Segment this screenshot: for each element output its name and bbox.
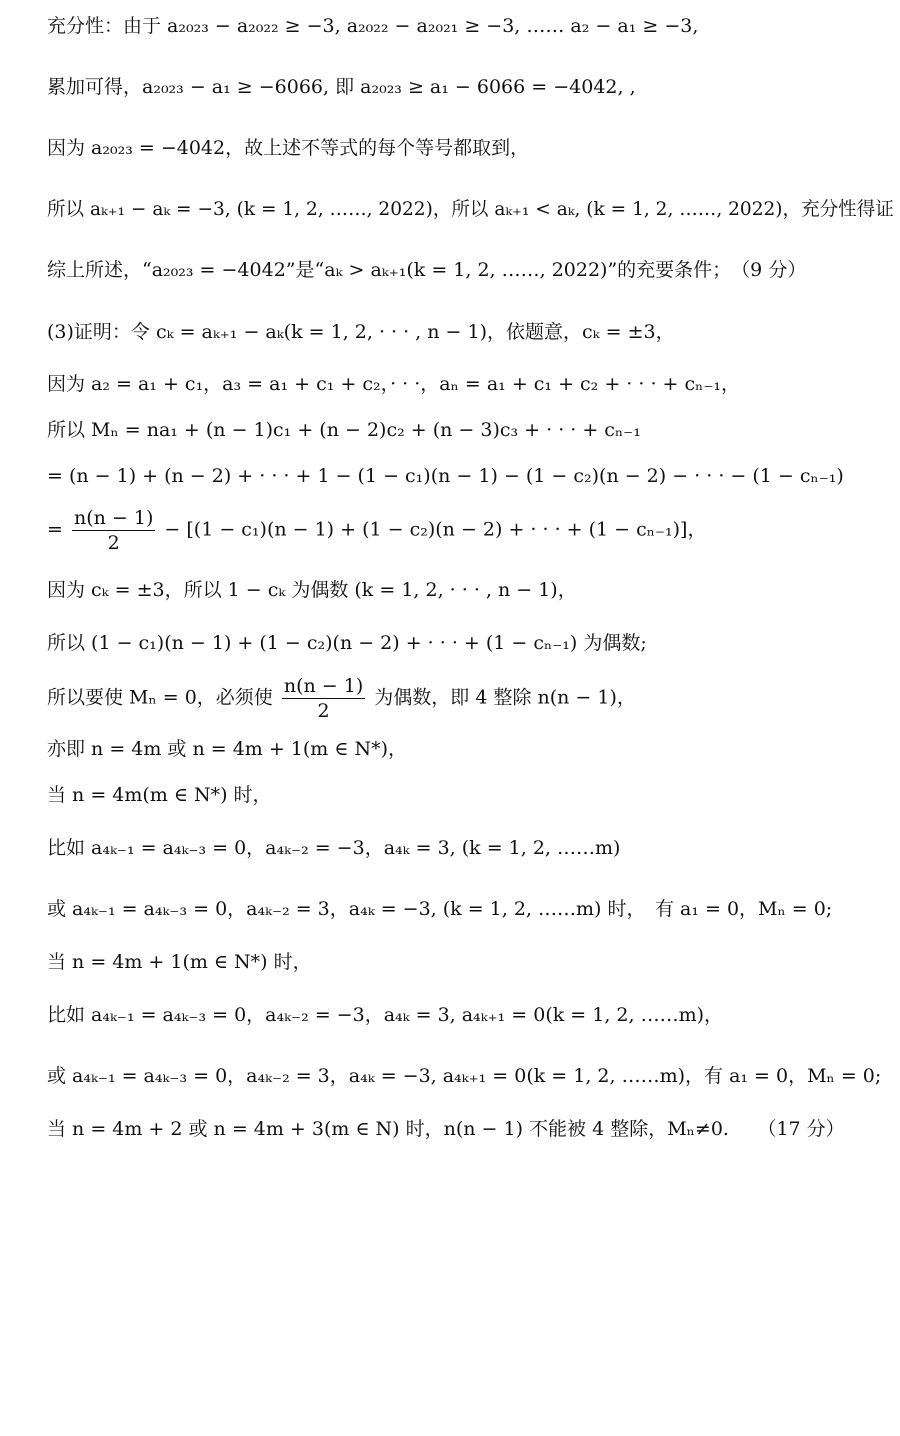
fraction-n-n-minus-1-over-2 (72, 506, 155, 555)
line-n-forms: 亦即 n = 4m 或 n = 4m + 1(m ∈ N*)， (47, 738, 407, 760)
fraction-numerator: n(n − 1) (73, 507, 154, 529)
line-mn-zero-condition (47, 674, 636, 723)
fraction-n-n-minus-1-over-2-second (282, 674, 365, 723)
line-ck-even: 因为 cₖ = ±3，所以 1 − cₖ 为偶数 (k = 1, 2, · · · , n − 1)， (47, 579, 577, 601)
fraction-prefix: = (47, 518, 63, 541)
line-example-4m-b: 或 a₄ₖ₋₁ = a₄ₖ₋₃ = 0，a₄ₖ₋₂ = 3，a₄ₖ = −3, (k = 1, 2, ……m) 时， 有 a₁ = 0，Mₙ = 0; (47, 898, 833, 920)
fraction-denominator: 2 (317, 700, 330, 722)
line-mn-fraction (47, 506, 706, 555)
line-conclusion-part2: 综上所述，“a₂₀₂₃ = −4042”是“aₖ > aₖ₊₁(k = 1, 2, ……, 2022)”的充要条件； （9 分） (47, 259, 807, 281)
condition-prefix: 所以要使 Mₙ = 0，必须使 (47, 686, 273, 709)
fraction-denominator: 2 (107, 532, 120, 554)
line-mn-expression: 所以 Mₙ = na₁ + (n − 1)c₁ + (n − 2)c₂ + (n − 3)c₃ + · · · + cₙ₋₁ (47, 419, 641, 441)
line-example-4m-a: 比如 a₄ₖ₋₁ = a₄ₖ₋₃ = 0，a₄ₖ₋₂ = −3，a₄ₖ = 3, (k = 1, 2, ……m) (47, 837, 621, 859)
fraction-suffix: − [(1 − c₁)(n − 1) + (1 − c₂)(n − 2) + · · · + (1 − cₙ₋₁)]， (164, 518, 707, 541)
line-sufficiency: 充分性：由于 a₂₀₂₃ − a₂₀₂₂ ≥ −3, a₂₀₂₂ − a₂₀₂₁ ≥ −3, …… a₂ − a₁ ≥ −3, (47, 15, 699, 37)
line-an-expansion: 因为 a₂ = a₁ + c₁，a₃ = a₁ + c₁ + c₂，· · ·，aₙ = a₁ + c₁ + c₂ + · · · + cₙ₋₁， (47, 373, 740, 395)
line-case-4m-plus-1: 当 n = 4m + 1(m ∈ N*) 时， (47, 951, 312, 973)
line-summation: 累加可得，a₂₀₂₃ − a₁ ≥ −6066, 即 a₂₀₂₃ ≥ a₁ − 6066 = −4042, , (47, 76, 636, 98)
line-mn-rewrite: = (n − 1) + (n − 2) + · · · + 1 − (1 − c₁)(n − 1) − (1 − c₂)(n − 2) − · · · − (1 − cₙ₋₁) (47, 465, 844, 487)
line-final-case: 当 n = 4m + 2 或 n = 4m + 3(m ∈ N) 时，n(n − 1) 不能被 4 整除，Mₙ≠0. （17 分） (47, 1118, 845, 1140)
fraction-numerator: n(n − 1) (283, 675, 364, 697)
line-example-4m1-b: 或 a₄ₖ₋₁ = a₄ₖ₋₃ = 0，a₄ₖ₋₂ = 3，a₄ₖ = −3, a₄ₖ₊₁ = 0(k = 1, 2, ……m)，有 a₁ = 0，Mₙ = 0; (47, 1065, 882, 1087)
line-part3-definition: (3)证明：令 cₖ = aₖ₊₁ − aₖ(k = 1, 2, · · · , n − 1)，依题意，cₖ = ±3， (47, 321, 675, 343)
condition-suffix: 为偶数，即 4 整除 n(n − 1)， (374, 686, 636, 709)
line-because-equal: 因为 a₂₀₂₃ = −4042，故上述不等式的每个等号都取到， (47, 137, 530, 159)
line-decreasing: 所以 aₖ₊₁ − aₖ = −3, (k = 1, 2, ……, 2022)，所以 aₖ₊₁ < aₖ, (k = 1, 2, ……, 2022)，充分性得证 (47, 198, 894, 220)
line-case-4m: 当 n = 4m(m ∈ N*) 时， (47, 784, 272, 806)
line-sum-even: 所以 (1 − c₁)(n − 1) + (1 − c₂)(n − 2) + · · · + (1 − cₙ₋₁) 为偶数; (47, 632, 647, 654)
line-example-4m1-a: 比如 a₄ₖ₋₁ = a₄ₖ₋₃ = 0，a₄ₖ₋₂ = −3，a₄ₖ = 3, a₄ₖ₊₁ = 0(k = 1, 2, ……m)， (47, 1004, 724, 1026)
